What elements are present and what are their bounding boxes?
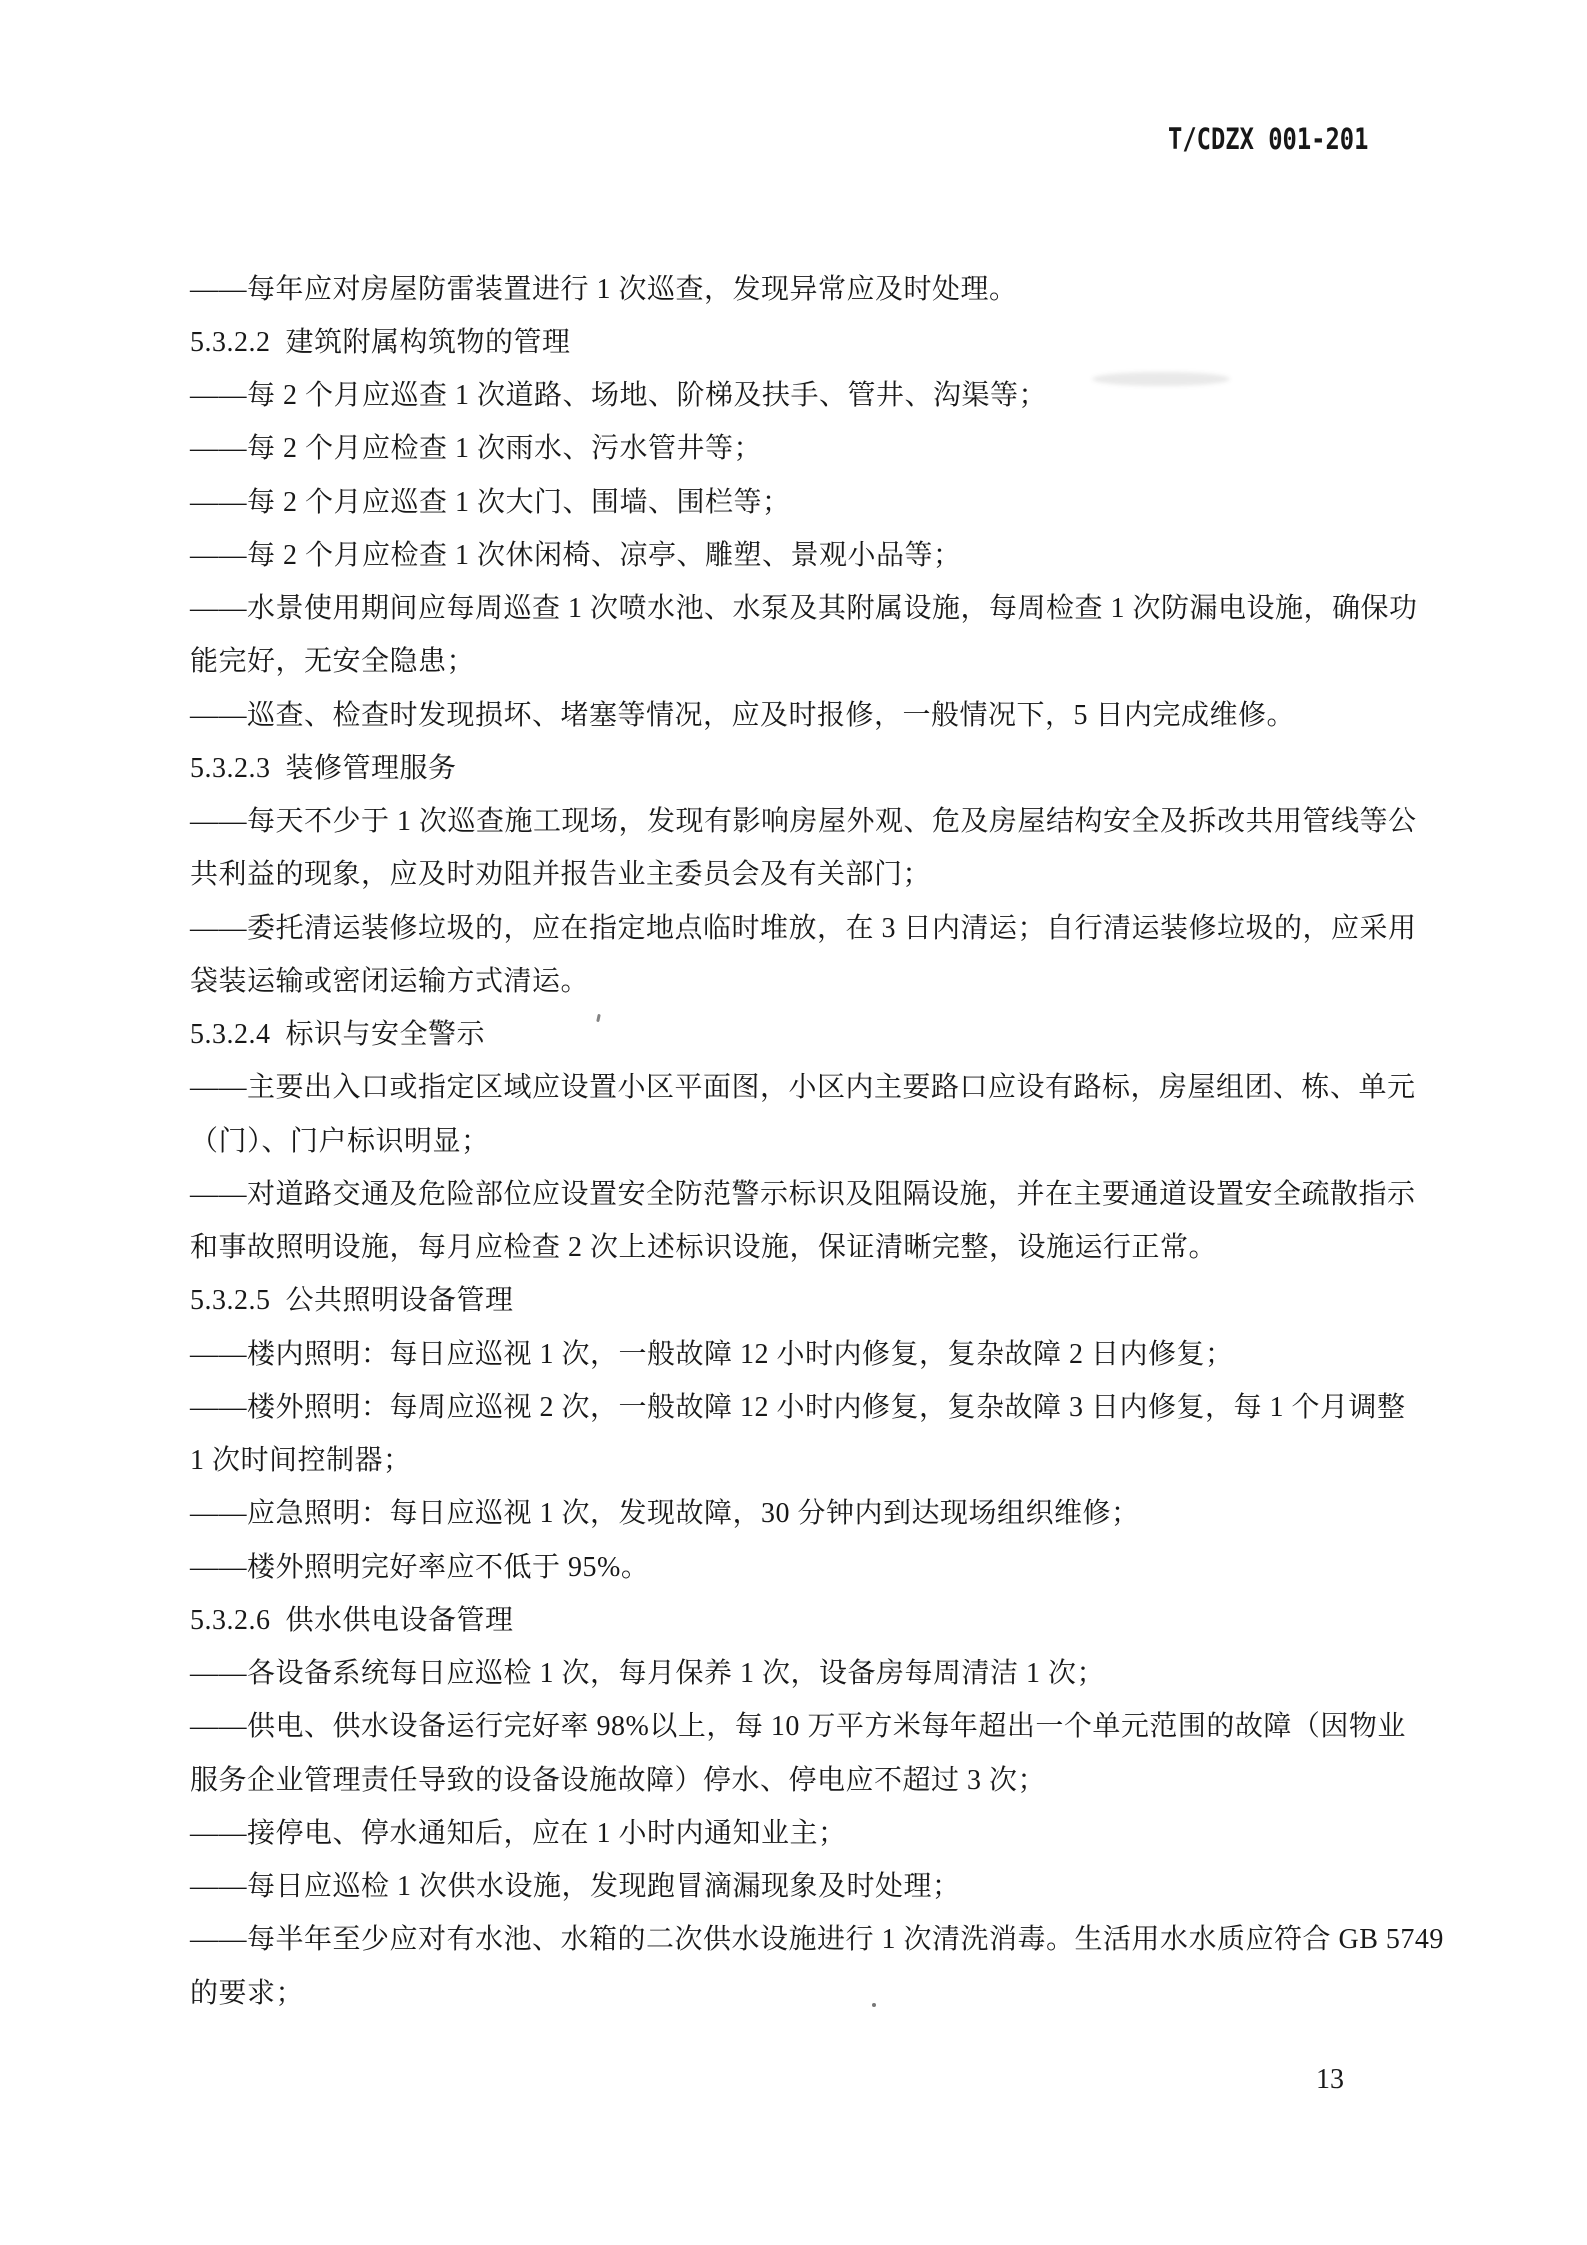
list-item-line: ——每 2 个月应巡查 1 次大门、围墙、围栏等； <box>190 486 791 518</box>
list-item-line: ——接停电、停水通知后，应在 1 小时内通知业主； <box>190 1817 847 1849</box>
list-item-line: ——每 2 个月应检查 1 次休闲椅、凉亭、雕塑、景观小品等； <box>190 539 962 571</box>
section-heading: 5.3.2.2 建筑附属构筑物的管理 <box>190 326 571 358</box>
list-item-line: ——每半年至少应对有水池、水箱的二次供水设施进行 1 次清洗消毒。生活用水水质应符合 GB 5749 <box>190 1924 1444 1956</box>
list-item-line: ——每天不少于 1 次巡查施工现场，发现有影响房屋外观、危及房屋结构安全及拆改共用管线等公 <box>190 806 1417 838</box>
continuation-line: 服务企业管理责任导致的设备设施故障）停水、停电应不超过 3 次； <box>190 1764 1047 1796</box>
continuation-line: 能完好，无安全隐患； <box>190 646 476 678</box>
list-item-line: ——每 2 个月应巡查 1 次道路、场地、阶梯及扶手、管井、沟渠等； <box>190 380 1048 412</box>
continuation-line: 的要求； <box>190 1977 305 2009</box>
list-item-line: ——每年应对房屋防雷装置进行 1 次巡查，发现异常应及时处理。 <box>190 273 1018 305</box>
list-item-line: ——应急照明：每日应巡视 1 次，发现故障，30 分钟内到达现场组织维修； <box>190 1498 1140 1530</box>
list-item-line: ——各设备系统每日应巡检 1 次，每月保养 1 次，设备房每周清洁 1 次； <box>190 1658 1106 1690</box>
list-item-line: ——每 2 个月应检查 1 次雨水、污水管井等； <box>190 433 763 465</box>
document-body <box>190 260 1450 2017</box>
list-item-line: ——楼外照明完好率应不低于 95%。 <box>190 1551 650 1583</box>
list-item-line: ——供电、供水设备运行完好率 98%以上，每 10 万平方米每年超出一个单元范围的故障（因物业 <box>190 1711 1406 1743</box>
list-item-line: ——水景使用期间应每周巡查 1 次喷水池、水泵及其附属设施，每周检查 1 次防漏电设施，确保功 <box>190 593 1418 625</box>
section-heading: 5.3.2.4 标识与安全警示 <box>190 1019 486 1051</box>
section-heading: 5.3.2.6 供水供电设备管理 <box>190 1604 514 1636</box>
list-item-line: ——楼外照明：每周应巡视 2 次，一般故障 12 小时内修复，复杂故障 3 日内修复，每 1 个月调整 <box>190 1391 1406 1423</box>
continuation-line: 和事故照明设施，每月应检查 2 次上述标识设施，保证清晰完整，设施运行正常。 <box>190 1232 1218 1264</box>
list-item-line: ——对道路交通及危险部位应设置安全防范警示标识及阻隔设施，并在主要通道设置安全疏散指示 <box>190 1178 1416 1210</box>
list-item-line: ——主要出入口或指定区域应设置小区平面图，小区内主要路口应设有路标，房屋组团、栋、单元 <box>190 1072 1416 1104</box>
section-heading: 5.3.2.3 装修管理服务 <box>190 752 457 784</box>
list-item-line: ——每日应巡检 1 次供水设施，发现跑冒滴漏现象及时处理； <box>190 1871 961 1903</box>
list-item-line: ——楼内照明：每日应巡视 1 次，一般故障 12 小时内修复，复杂故障 2 日内修复； <box>190 1338 1234 1370</box>
continuation-line: 1 次时间控制器； <box>190 1445 412 1477</box>
continuation-line: （门）、门户标识明显； <box>190 1125 490 1157</box>
continuation-line: 袋装运输或密闭运输方式清运。 <box>190 965 590 997</box>
list-item-line: ——巡查、检查时发现损坏、堵塞等情况，应及时报修，一般情况下，5 日内完成维修。 <box>190 699 1296 731</box>
list-item-line: ——委托清运装修垃圾的，应在指定地点临时堆放，在 3 日内清运；自行清运装修垃圾的，应采用 <box>190 912 1417 944</box>
doc-number: T/CDZX 001-201 <box>1167 122 1368 156</box>
continuation-line: 共利益的现象，应及时劝阻并报告业主委员会及有关部门； <box>190 859 932 891</box>
section-heading: 5.3.2.5 公共照明设备管理 <box>190 1285 514 1317</box>
page-number: 13 <box>1316 2064 1344 2095</box>
